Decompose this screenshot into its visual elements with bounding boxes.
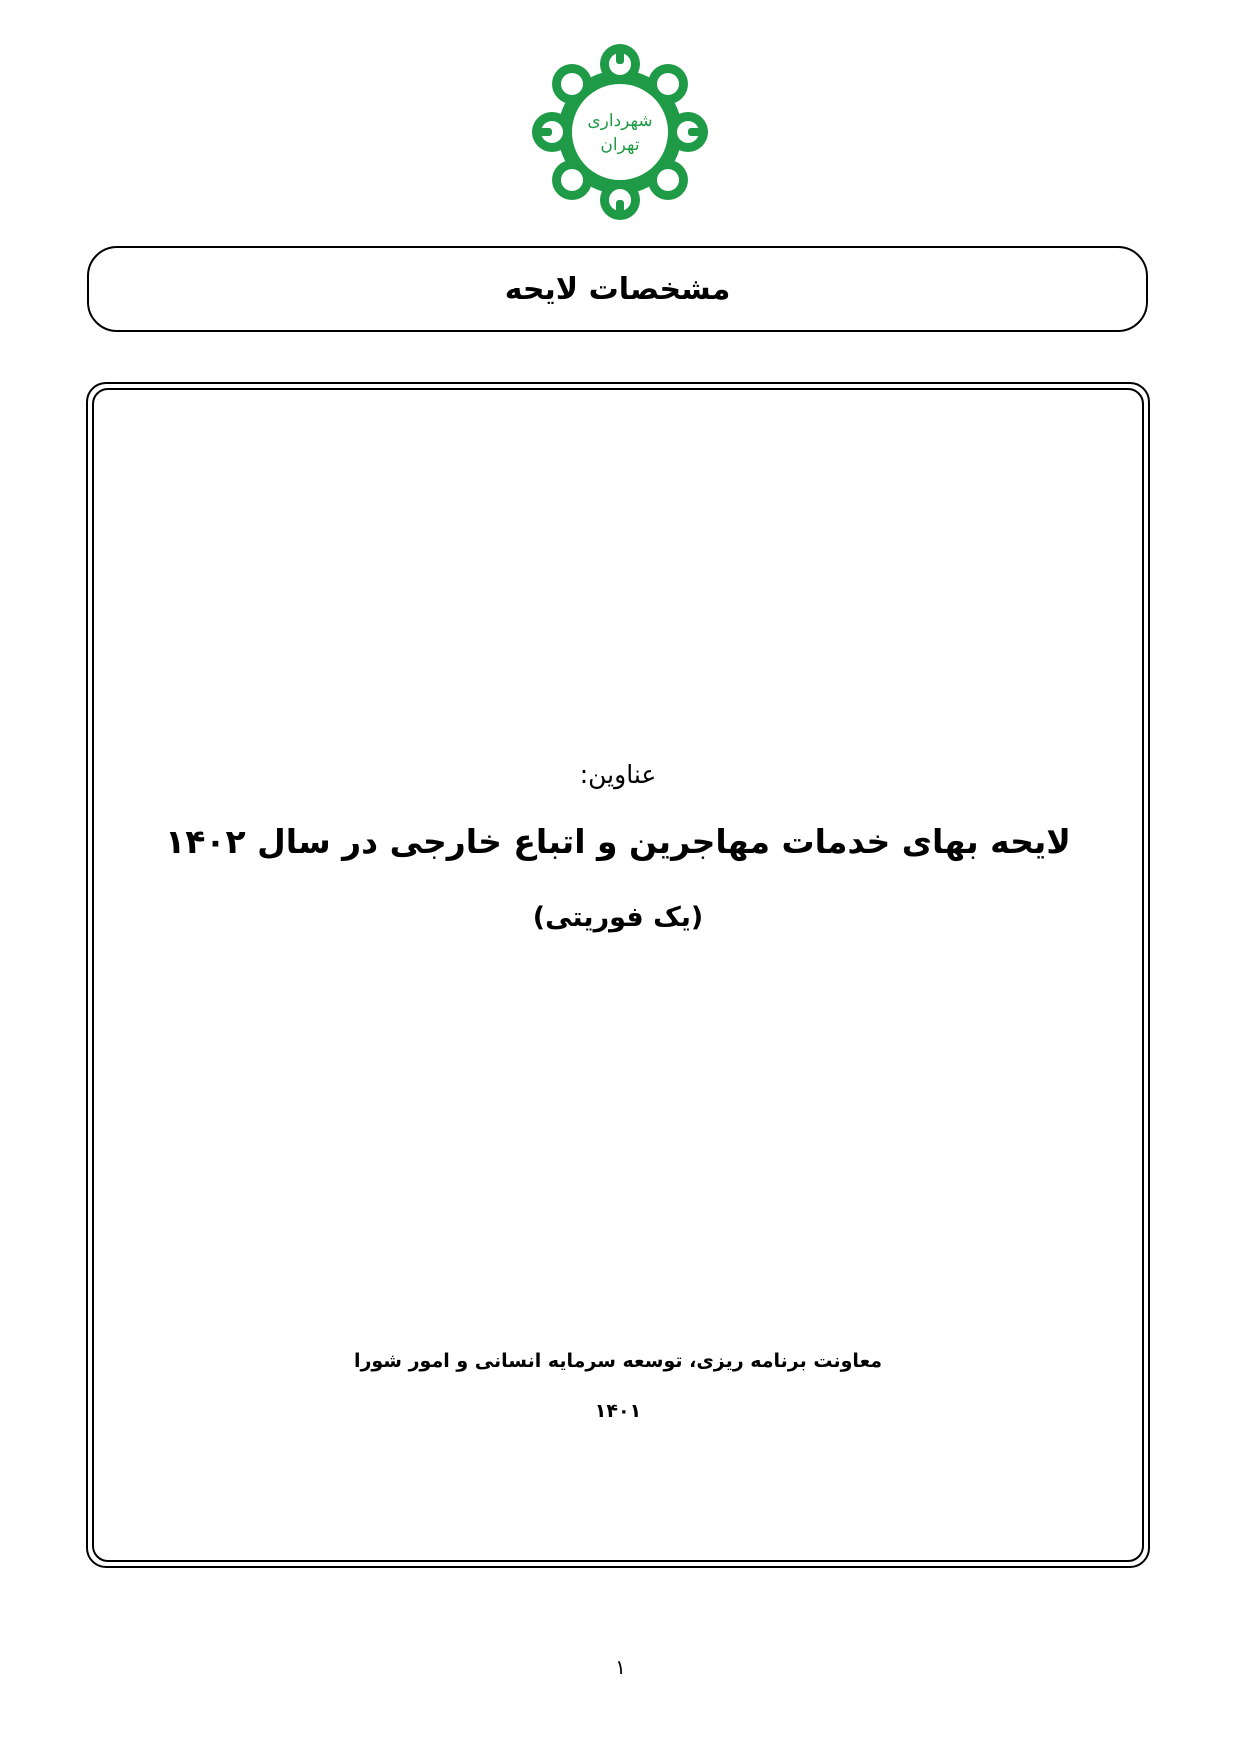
main-frame-inner [92, 388, 1144, 1562]
tehran-municipality-logo [530, 42, 710, 222]
main-frame [86, 382, 1150, 1568]
header-title: مشخصات لایحه [504, 271, 731, 307]
page-number: ۱ [615, 1655, 626, 1679]
logo-text-line2: تهران [600, 135, 640, 155]
document-year: ۱۴۰۱ [594, 1400, 642, 1422]
titles-label: عناوین: [579, 760, 657, 789]
header-box [87, 246, 1148, 332]
department-name: معاونت برنامه ریزی، توسعه سرمایه انسانی و امور شورا [353, 1350, 883, 1372]
emblem-icon [530, 42, 710, 222]
bill-title: لایحه بهای خدمات مهاجرین و اتباع خارجی در سال ۱۴۰۲ [165, 822, 1071, 861]
logo-text-line1: شهرداری [587, 111, 653, 131]
bill-subtitle: (یک فوریتی) [532, 902, 704, 933]
